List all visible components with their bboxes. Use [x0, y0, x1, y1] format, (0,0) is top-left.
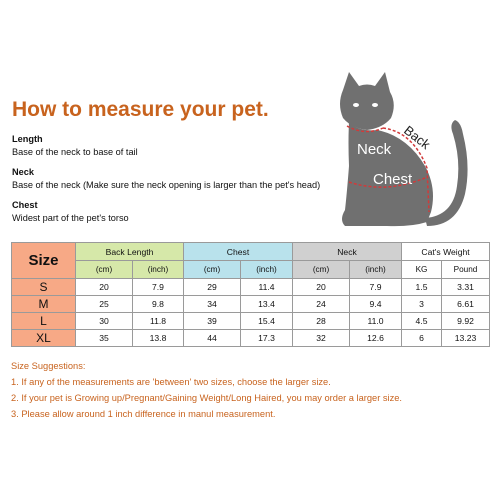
definition-description: Widest part of the pet's torso [12, 212, 129, 223]
unit-header: Pound [442, 261, 490, 279]
table-cell: 11.8 [133, 313, 184, 330]
unit-header: (cm) [184, 261, 241, 279]
table-cell: 35 [76, 330, 133, 347]
unit-header: (inch) [350, 261, 402, 279]
unit-header: (inch) [133, 261, 184, 279]
size-column-header: Size [12, 243, 76, 279]
table-cell: 34 [184, 296, 241, 313]
size-cell: M [12, 296, 76, 313]
table-cell: 20 [293, 279, 350, 296]
table-cell: 1.5 [402, 279, 442, 296]
diagram-label-back: Back [401, 122, 434, 153]
table-cell: 44 [184, 330, 241, 347]
table-row [12, 313, 490, 330]
cat-measurement-diagram [315, 70, 490, 230]
table-cell: 25 [76, 296, 133, 313]
table-unit-header-row [12, 261, 490, 279]
chest-header: Chest [184, 243, 293, 261]
cats-weight-header: Cat's Weight [402, 243, 490, 261]
size-cell: L [12, 313, 76, 330]
table-cell: 11.0 [350, 313, 402, 330]
table-cell: 6.61 [442, 296, 490, 313]
suggestion-item: 1. If any of the measurements are 'between' two sizes, choose the larger size. [11, 377, 331, 387]
table-cell: 39 [184, 313, 241, 330]
table-row [12, 330, 490, 347]
table-cell: 7.9 [350, 279, 402, 296]
table-cell: 9.8 [133, 296, 184, 313]
suggestion-item: 2. If your pet is Growing up/Pregnant/Gaining Weight/Long Haired, you may order a larger size. [11, 393, 403, 403]
size-cell: XL [12, 330, 76, 347]
unit-header: KG [402, 261, 442, 279]
table-cell: 30 [76, 313, 133, 330]
size-chart-table [11, 242, 490, 347]
unit-header: (inch) [241, 261, 293, 279]
table-cell: 7.9 [133, 279, 184, 296]
table-cell: 4.5 [402, 313, 442, 330]
definition-neck [12, 166, 342, 191]
suggestion-item: 3. Please allow around 1 inch difference in manul measurement. [11, 409, 276, 419]
table-cell: 3 [402, 296, 442, 313]
back-length-header: Back Length [76, 243, 184, 261]
table-row [12, 296, 490, 313]
table-cell: 32 [293, 330, 350, 347]
cat-eye-left [353, 103, 359, 107]
table-cell: 28 [293, 313, 350, 330]
definition-length [12, 133, 342, 158]
neck-header: Neck [293, 243, 402, 261]
table-group-header-row [12, 243, 490, 261]
table-cell: 17.3 [241, 330, 293, 347]
table-cell: 15.4 [241, 313, 293, 330]
table-cell: 6 [402, 330, 442, 347]
cat-eye-right [372, 103, 378, 107]
definition-term: Neck [12, 167, 34, 177]
unit-header: (cm) [76, 261, 133, 279]
table-cell: 13.23 [442, 330, 490, 347]
unit-header: (cm) [293, 261, 350, 279]
table-cell: 9.4 [350, 296, 402, 313]
table-cell: 29 [184, 279, 241, 296]
definition-chest [12, 199, 342, 224]
definition-description: Base of the neck (Make sure the neck opening is larger than the pet's head) [12, 179, 321, 190]
table-cell: 11.4 [241, 279, 293, 296]
definition-term: Length [12, 134, 43, 144]
table-cell: 9.92 [442, 313, 490, 330]
table-cell: 24 [293, 296, 350, 313]
definition-description: Base of the neck to base of tail [12, 146, 138, 157]
table-cell: 3.31 [442, 279, 490, 296]
size-cell: S [12, 279, 76, 296]
table-row [12, 279, 490, 296]
table-cell: 12.6 [350, 330, 402, 347]
table-cell: 13.8 [133, 330, 184, 347]
diagram-label-chest: Chest [373, 171, 413, 188]
table-cell: 20 [76, 279, 133, 296]
suggestions-heading: Size Suggestions: [11, 361, 86, 371]
diagram-label-neck: Neck [357, 141, 392, 158]
definition-term: Chest [12, 200, 38, 210]
table-cell: 13.4 [241, 296, 293, 313]
page-title: How to measure your pet. [12, 98, 269, 121]
